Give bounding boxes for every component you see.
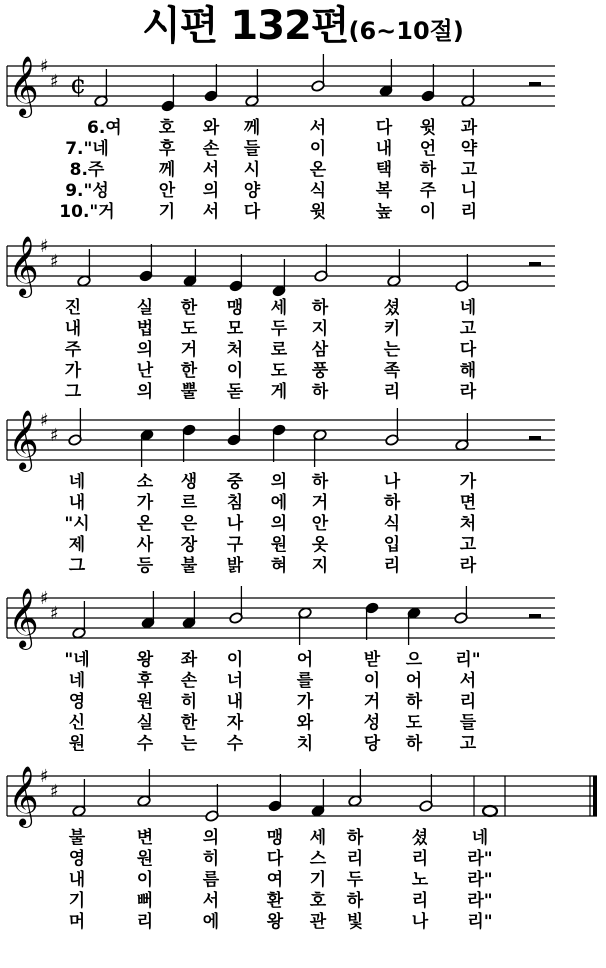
staff — [0, 412, 606, 472]
lyric-syllable: 한 — [180, 713, 198, 733]
lyric-syllable: 라 — [459, 556, 477, 576]
lyric-syllable: 식 — [383, 514, 401, 534]
half-note — [313, 429, 327, 467]
lyric-syllable: 리 — [383, 556, 401, 576]
lyric-syllable: 손 — [202, 139, 220, 159]
lyric-syllable: 양 — [243, 181, 261, 201]
lyric-syllable: 영 — [68, 692, 86, 712]
lyric-syllable: 가 — [64, 361, 82, 381]
lyric-syllable: 고 — [460, 160, 478, 180]
staff — [0, 768, 606, 828]
lyric-syllable: 소 — [136, 472, 154, 492]
half-rest — [529, 436, 541, 440]
lyric-syllable: 지 — [311, 319, 329, 339]
lyric-syllable: 름 — [202, 870, 220, 890]
lyric-syllable: 리 — [383, 382, 401, 402]
lyric-syllable: 진 — [64, 298, 82, 318]
lyric-syllable: 원 — [136, 849, 154, 869]
lyric-syllable: 왕 — [266, 912, 284, 932]
lyric-syllable: 내 — [68, 493, 86, 513]
music-system — [0, 590, 606, 765]
final-barline-thick — [593, 776, 597, 816]
quarter-note — [182, 424, 196, 462]
lyric-syllable: 도 — [270, 361, 288, 381]
lyric-syllable: 에 — [270, 493, 288, 513]
lyric-syllable: 서 — [202, 202, 220, 222]
music-system — [0, 768, 606, 943]
lyric-syllable: 도 — [180, 319, 198, 339]
lyric-syllable: 나 — [411, 912, 429, 932]
lyric-syllable: 네 — [459, 298, 477, 318]
lyric-syllable: 치 — [296, 734, 314, 754]
lyric-syllable: 뿔 — [180, 382, 198, 402]
half-note — [314, 244, 328, 282]
lyric-syllable: 를 — [296, 671, 314, 691]
lyric-syllable: 서 — [202, 160, 220, 180]
lyric-syllable: 리 — [136, 912, 154, 932]
music-system — [0, 412, 606, 587]
lyric-syllable: 장 — [180, 535, 198, 555]
lyric-syllable: 주 — [419, 181, 437, 201]
lyric-syllable: 약 — [460, 139, 478, 159]
lyric-syllable: 당 — [363, 734, 381, 754]
lyric-syllable: 두 — [270, 319, 288, 339]
lyric-syllable: "시 — [64, 514, 90, 534]
half-note — [205, 784, 219, 822]
lyric-syllable: 사 — [136, 535, 154, 555]
lyric-syllable: 한 — [180, 361, 198, 381]
title-main: 시편 132편 — [142, 3, 349, 49]
treble-clef-icon: 𝄞 — [8, 236, 39, 296]
lyric-syllable: 께 — [158, 160, 176, 180]
title-verses: (6~10절) — [348, 17, 464, 45]
lyric-syllable: 자 — [226, 713, 244, 733]
lyric-syllable: 서 — [309, 118, 327, 138]
lyric-syllable: 나 — [226, 514, 244, 534]
quarter-note — [182, 591, 196, 629]
lyric-syllable: 하 — [405, 734, 423, 754]
lyric-syllable: 난 — [136, 361, 154, 381]
page-title — [0, 0, 606, 52]
lyric-syllable: 풍 — [311, 361, 329, 381]
lyric-syllable: 여 — [266, 870, 284, 890]
half-note — [387, 249, 401, 287]
quarter-note — [365, 602, 379, 640]
quarter-note — [229, 254, 243, 292]
quarter-note — [139, 244, 153, 282]
lyric-syllable: 키 — [383, 319, 401, 339]
quarter-note — [272, 424, 286, 462]
music-system — [0, 238, 606, 413]
lyric-syllable: 라 — [459, 382, 477, 402]
lyric-syllable: 9."성 — [65, 181, 109, 201]
lyric-syllable: 너 — [226, 671, 244, 691]
lyric-syllable: 고 — [459, 535, 477, 555]
lyric-syllable: 왕 — [136, 650, 154, 670]
lyric-syllable: 윗 — [419, 118, 437, 138]
lyric-syllable: 족 — [383, 361, 401, 381]
lyric-syllable: 관 — [309, 912, 327, 932]
lyric-syllable: 세 — [309, 828, 327, 848]
lyric-syllable: 실 — [136, 713, 154, 733]
lyric-syllable: 에 — [202, 912, 220, 932]
lyric-syllable: 윗 — [309, 202, 327, 222]
lyric-syllable: 르 — [180, 493, 198, 513]
lyric-syllable: 신 — [68, 713, 86, 733]
lyric-syllable: 나 — [383, 472, 401, 492]
lyric-syllable: 네 — [68, 671, 86, 691]
lyric-syllable: 어 — [296, 650, 314, 670]
lyric-syllable: 해 — [459, 361, 477, 381]
treble-clef-icon: 𝄞 — [8, 588, 39, 648]
quarter-note — [183, 249, 197, 287]
lyric-syllable: 수 — [226, 734, 244, 754]
half-rest — [529, 82, 541, 86]
lyric-syllable: 침 — [226, 493, 244, 513]
half-note — [68, 408, 82, 446]
half-note — [419, 774, 433, 812]
lyric-syllable: 의 — [270, 514, 288, 534]
half-note — [77, 249, 91, 287]
lyric-syllable: 노 — [411, 870, 429, 890]
staff — [0, 590, 606, 650]
lyric-syllable: 돋 — [226, 382, 244, 402]
lyric-syllable: 원 — [136, 692, 154, 712]
staff — [0, 58, 606, 118]
lyric-syllable: 면 — [459, 493, 477, 513]
lyric-syllable: 불 — [180, 556, 198, 576]
lyric-syllable: 원 — [270, 535, 288, 555]
lyric-syllable: 제 — [68, 535, 86, 555]
lyric-syllable: 빛 — [346, 912, 364, 932]
lyric-syllable: 주 — [64, 340, 82, 360]
lyric-syllable: 안 — [158, 181, 176, 201]
half-note — [454, 586, 468, 624]
lyric-syllable: 하 — [346, 828, 364, 848]
lyric-syllable: 들 — [459, 713, 477, 733]
whole-note — [483, 806, 497, 816]
lyric-syllable: 뻐 — [136, 891, 154, 911]
half-note — [455, 413, 469, 451]
lyric-syllable: 로 — [270, 340, 288, 360]
quarter-note — [141, 591, 155, 629]
lyric-syllable: 다 — [375, 118, 393, 138]
lyric-syllable: 두 — [346, 870, 364, 890]
lyric-syllable: 택 — [375, 160, 393, 180]
lyric-syllable: 가 — [136, 493, 154, 513]
lyric-syllable: 고 — [459, 319, 477, 339]
lyric-syllable: 리 — [411, 891, 429, 911]
lyric-syllable: 혀 — [270, 556, 288, 576]
lyric-syllable: 의 — [270, 472, 288, 492]
lyric-syllable: 하 — [346, 891, 364, 911]
lyric-syllable: 모 — [226, 319, 244, 339]
quarter-note — [140, 429, 154, 467]
lyric-syllable: 라" — [467, 849, 493, 869]
lyric-syllable: 스 — [309, 849, 327, 869]
lyric-syllable: 법 — [136, 319, 154, 339]
half-note — [94, 69, 108, 107]
lyric-syllable: 맹 — [226, 298, 244, 318]
lyric-syllable: 리" — [467, 912, 493, 932]
lyric-syllable: 들 — [243, 139, 261, 159]
sharp-icon: ♯ — [40, 56, 49, 77]
lyric-syllable: 10."거 — [59, 202, 115, 222]
half-note — [385, 408, 399, 446]
lyric-syllable: 변 — [136, 828, 154, 848]
lyric-syllable: 게 — [270, 382, 288, 402]
lyric-syllable: 히 — [180, 692, 198, 712]
lyric-syllable: 세 — [270, 298, 288, 318]
lyric-syllable: 밝 — [226, 556, 244, 576]
lyric-syllable: 언 — [419, 139, 437, 159]
lyric-syllable: 구 — [226, 535, 244, 555]
lyric-syllable: 그 — [64, 382, 82, 402]
lyric-syllable: 리" — [455, 650, 481, 670]
lyric-syllable: 이 — [309, 139, 327, 159]
quarter-note — [227, 408, 241, 446]
lyric-syllable: 8.주 — [69, 160, 105, 180]
lyric-syllable: 도 — [405, 713, 423, 733]
lyric-syllable: 거 — [180, 340, 198, 360]
treble-clef-icon: 𝄞 — [8, 766, 39, 826]
lyric-syllable: 기 — [68, 891, 86, 911]
lyric-syllable: 네 — [68, 472, 86, 492]
half-note — [245, 69, 259, 107]
quarter-note — [311, 779, 325, 817]
half-note — [298, 607, 312, 645]
lyric-syllable: 그 — [68, 556, 86, 576]
lyric-syllable: 이 — [226, 650, 244, 670]
half-note — [461, 69, 475, 107]
lyric-syllable: "네 — [64, 650, 90, 670]
sharp-icon: ♯ — [50, 425, 59, 446]
lyric-syllable: 리 — [459, 692, 477, 712]
quarter-note — [379, 59, 393, 97]
lyric-syllable: 과 — [460, 118, 478, 138]
lyric-syllable: 히 — [202, 849, 220, 869]
lyric-syllable: 서 — [459, 671, 477, 691]
half-rest — [529, 614, 541, 618]
sharp-icon: ♯ — [50, 251, 59, 272]
lyric-syllable: 받 — [363, 650, 381, 670]
lyric-syllable: 하 — [419, 160, 437, 180]
lyric-syllable: 처 — [459, 514, 477, 534]
lyric-syllable: 내 — [68, 870, 86, 890]
half-rest — [529, 262, 541, 266]
lyric-syllable: 삼 — [311, 340, 329, 360]
lyric-syllable: 중 — [226, 472, 244, 492]
lyric-syllable: 수 — [136, 734, 154, 754]
lyric-syllable: 는 — [180, 734, 198, 754]
lyric-syllable: 환 — [266, 891, 284, 911]
lyric-syllable: 와 — [296, 713, 314, 733]
quarter-note — [407, 607, 421, 645]
lyric-syllable: 내 — [375, 139, 393, 159]
lyric-syllable: 거 — [363, 692, 381, 712]
lyric-syllable: 이 — [136, 870, 154, 890]
music-system — [0, 58, 606, 233]
time-signature: ¢ — [70, 70, 87, 100]
lyric-syllable: 호 — [158, 118, 176, 138]
lyric-syllable: 이 — [363, 671, 381, 691]
lyric-syllable: 기 — [309, 870, 327, 890]
lyric-syllable: 영 — [68, 849, 86, 869]
quarter-note — [161, 74, 175, 112]
lyric-syllable: 라" — [467, 891, 493, 911]
lyric-syllable: 처 — [226, 340, 244, 360]
lyric-syllable: 시 — [243, 160, 261, 180]
lyric-syllable: 네 — [471, 828, 489, 848]
lyric-syllable: 후 — [158, 139, 176, 159]
lyric-syllable: 의 — [202, 828, 220, 848]
lyric-syllable: 께 — [243, 118, 261, 138]
sharp-icon: ♯ — [50, 781, 59, 802]
quarter-note — [204, 64, 218, 102]
lyric-syllable: 의 — [202, 181, 220, 201]
lyric-syllable: 한 — [180, 298, 198, 318]
sharp-icon: ♯ — [40, 766, 49, 787]
lyric-syllable: 기 — [158, 202, 176, 222]
lyric-syllable: 다 — [243, 202, 261, 222]
lyric-syllable: 머 — [68, 912, 86, 932]
half-note — [348, 769, 362, 807]
sharp-icon: ♯ — [50, 71, 59, 92]
lyric-syllable: 불 — [68, 828, 86, 848]
half-note — [72, 779, 86, 817]
lyric-syllable: 높 — [375, 202, 393, 222]
lyric-syllable: 하 — [311, 298, 329, 318]
sharp-icon: ♯ — [40, 236, 49, 257]
lyric-syllable: 셨 — [411, 828, 429, 848]
lyric-syllable: 의 — [136, 382, 154, 402]
lyric-syllable: 맹 — [266, 828, 284, 848]
lyric-syllable: 니 — [460, 181, 478, 201]
lyric-syllable: 리 — [460, 202, 478, 222]
treble-clef-icon: 𝄞 — [8, 410, 39, 470]
lyric-syllable: 셨 — [383, 298, 401, 318]
lyric-syllable: 호 — [309, 891, 327, 911]
lyric-syllable: 복 — [375, 181, 393, 201]
lyric-syllable: 등 — [136, 556, 154, 576]
lyric-syllable: 하 — [383, 493, 401, 513]
lyric-syllable: 6.여 — [87, 118, 122, 138]
lyric-syllable: 는 — [383, 340, 401, 360]
lyric-syllable: 안 — [311, 514, 329, 534]
lyric-syllable: 후 — [136, 671, 154, 691]
quarter-note — [272, 259, 286, 297]
quarter-note — [268, 774, 282, 812]
half-note — [72, 601, 86, 639]
staff — [0, 238, 606, 298]
quarter-note — [421, 64, 435, 102]
half-note — [137, 769, 151, 807]
sharp-icon: ♯ — [50, 603, 59, 624]
treble-clef-icon: 𝄞 — [8, 56, 39, 116]
lyric-syllable: 하 — [405, 692, 423, 712]
lyric-syllable: 고 — [459, 734, 477, 754]
lyric-syllable: 가 — [296, 692, 314, 712]
lyric-syllable: 성 — [363, 713, 381, 733]
lyric-syllable: 라" — [467, 870, 493, 890]
lyric-syllable: 의 — [136, 340, 154, 360]
lyric-syllable: 은 — [180, 514, 198, 534]
lyric-syllable: 손 — [180, 671, 198, 691]
lyric-syllable: 입 — [383, 535, 401, 555]
lyric-syllable: 하 — [311, 382, 329, 402]
lyric-syllable: 다 — [459, 340, 477, 360]
half-note — [229, 586, 243, 624]
sharp-icon: ♯ — [40, 588, 49, 609]
lyric-syllable: 거 — [311, 493, 329, 513]
lyric-syllable: 원 — [68, 734, 86, 754]
lyric-syllable: 옷 — [311, 535, 329, 555]
lyric-syllable: 내 — [226, 692, 244, 712]
lyric-syllable: 생 — [180, 472, 198, 492]
half-note — [311, 54, 325, 92]
sharp-icon: ♯ — [40, 410, 49, 431]
lyric-syllable: 가 — [459, 472, 477, 492]
lyric-syllable: 하 — [311, 472, 329, 492]
lyric-syllable: 리 — [346, 849, 364, 869]
lyric-syllable: 이 — [226, 361, 244, 381]
lyric-syllable: 으 — [405, 650, 423, 670]
lyric-syllable: 온 — [309, 160, 327, 180]
lyric-syllable: 온 — [136, 514, 154, 534]
lyric-syllable: 와 — [202, 118, 220, 138]
half-note — [455, 254, 469, 292]
lyric-syllable: 식 — [309, 181, 327, 201]
lyric-syllable: 지 — [311, 556, 329, 576]
lyric-syllable: 이 — [419, 202, 437, 222]
lyric-syllable: 7."네 — [65, 139, 109, 159]
lyric-syllable: 서 — [202, 891, 220, 911]
lyric-syllable: 어 — [405, 671, 423, 691]
lyric-syllable: 다 — [266, 849, 284, 869]
lyric-syllable: 내 — [64, 319, 82, 339]
lyric-syllable: 리 — [411, 849, 429, 869]
lyric-syllable: 실 — [136, 298, 154, 318]
lyric-syllable: 좌 — [180, 650, 198, 670]
